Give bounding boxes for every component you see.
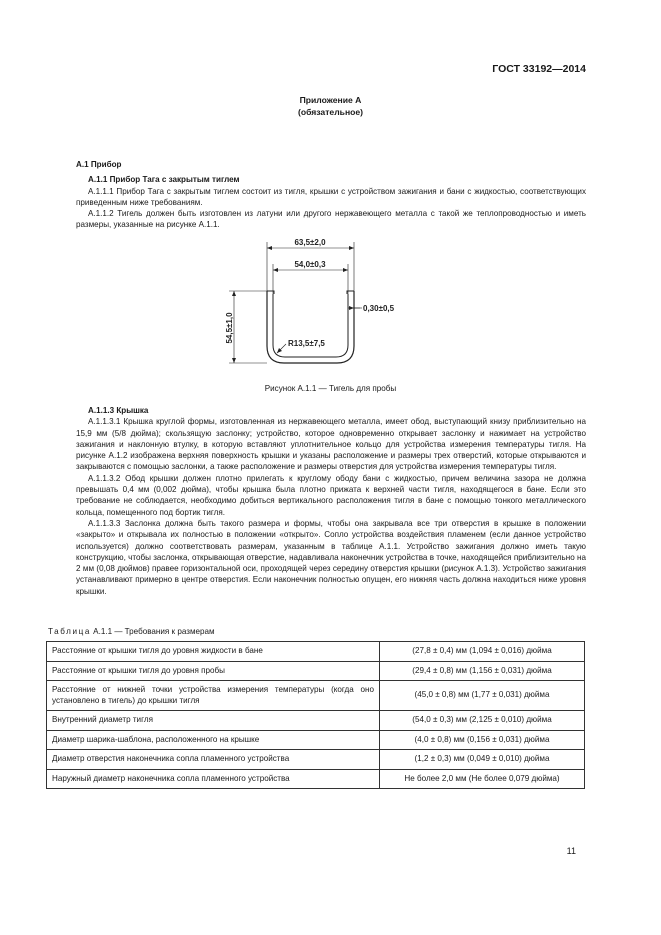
table-row — [47, 711, 585, 731]
paragraph: А.1.1.1 Прибор Тага с закрытым тиглем состоит из тигля, крышки с устройством зажигания и бани с жидкостью, соответствующих приведенным ниже требованиям. — [76, 186, 586, 207]
appendix-heading — [0, 94, 661, 118]
table-row — [47, 730, 585, 750]
figure-caption: Рисунок А.1.1 — Тигель для пробы — [264, 384, 397, 393]
appendix-title: Приложение А — [299, 95, 362, 105]
appendix-subtitle: (обязательное) — [297, 107, 364, 117]
crucible-outline — [267, 291, 354, 363]
param-cell: Расстояние от крышки тигля до уровня жидкости в бане — [47, 642, 380, 662]
value-cell: Не более 2,0 мм (Не более 0,079 дюйма) — [380, 769, 585, 789]
value-cell: (1,2 ± 0,3) мм (0,049 ± 0,010) дюйма — [380, 750, 585, 770]
table-caption-title: А.1.1 — Требования к размерам — [90, 627, 215, 636]
table-row — [47, 750, 585, 770]
table-caption-label: Таблица — [48, 627, 91, 636]
table-row — [47, 642, 585, 662]
param-cell: Расстояние от крышки тигля до уровня пробы — [47, 661, 380, 681]
table-row — [47, 769, 585, 789]
dim-radius: R13,5±7,5 — [288, 339, 325, 348]
table-row — [47, 681, 585, 711]
section-a1-1-3 — [76, 405, 586, 597]
value-cell: (4,0 ± 0,8) мм (0,156 ± 0,031) дюйма — [380, 730, 585, 750]
table-row — [47, 661, 585, 681]
page-number: 11 — [566, 846, 576, 856]
value-cell: (45,0 ± 0,8) мм (1,77 ± 0,031) дюйма — [380, 681, 585, 711]
section-a1 — [76, 159, 586, 231]
param-cell: Диаметр отверстия наконечника сопла пламенного устройства — [47, 750, 380, 770]
subsection-heading: А.1.1.3 Крышка — [88, 406, 149, 415]
paragraph: А.1.1.2 Тигель должен быть изготовлен из латуни или другого нержавеющего металла с такой же теплопроводностью и иметь размеры, указанные на рисунке А.1.1. — [76, 209, 586, 230]
paragraph: А.1.1.3.2 Обод крышки должен плотно прилегать к круглому ободу бани с жидкостью, причем величина зазора не должна превышать 0,4 мм (0,002 дюйма), чтобы крышка была плотно прижата к верхней части тигля, находящегося в бане. Если это требование не соблюдается, необходимо добиться вертикального расположения тигля в бане с помощью тонкого металлического кольца, помещенного под бортик тигля. — [76, 473, 586, 517]
value-cell: (27,8 ± 0,4) мм (1,094 ± 0,016) дюйма — [380, 642, 585, 662]
value-cell: (54,0 ± 0,3) мм (2,125 ± 0,010) дюйма — [380, 711, 585, 731]
subsection-heading: А.1.1 Прибор Тага с закрытым тиглем — [88, 175, 240, 185]
dim-wall-thickness: 0,30±0,5 — [363, 304, 395, 313]
dim-height: 54,5±1,0 — [225, 312, 234, 344]
crucible-drawing — [225, 236, 425, 376]
table-caption — [48, 627, 215, 636]
dim-inner-width: 54,0±0,3 — [294, 260, 326, 269]
section-heading: А.1 Прибор — [76, 160, 122, 169]
param-cell: Расстояние от нижней точки устройства измерения температуры (когда оно установлено в тигель) до крышки тигля — [47, 681, 380, 711]
param-cell: Диаметр шарика-шаблона, расположенного на крышке — [47, 730, 380, 750]
dim-outer-width: 63,5±2,0 — [294, 238, 326, 247]
value-cell: (29,4 ± 0,8) мм (1,156 ± 0,031) дюйма — [380, 661, 585, 681]
requirements-table — [46, 641, 585, 789]
param-cell: Наружный диаметр наконечника сопла пламенного устройства — [47, 769, 380, 789]
paragraph: А.1.1.3.1 Крышка круглой формы, изготовленная из нержавеющего металла, имеет обод, выступающий книзу приблизительно на 15,9 мм (5/8 дюйма); скользящую заслонку; устройство, которое одновременно открывает заслонку и нажимает на устройство зажигания и наклонную втулку, в которую вставляют уплотнительное кольцо для устройства измерения температуры тигля. На рисунке А.1.2 изображена верхняя поверхность крышки и указаны расположение и размеры трех отверстий, которые открываются и закрываются с помощью заслонки, а также расположение и размеры отверстия для устройства измерения температуры тигля. — [76, 417, 586, 472]
param-cell: Внутренний диаметр тигля — [47, 711, 380, 731]
document-code: ГОСТ 33192—2014 — [492, 63, 586, 75]
paragraph: А.1.1.3.3 Заслонка должна быть такого размера и формы, чтобы она закрывала все три отверстия в крышке в положении «закрыто» и открывала их полностью в положении «открыто». Сопло устройства воздействия пламенем (если данное устройство используется) должно соответствовать размерам, указанным в таблице А.1.1. Устройство зажигания должно иметь такую конструкцию, чтобы заслонка, открывающая отверстие, надавливала наконечник устройства в точке, находящейся приблизительно на 2 мм (0,08 дюймов) правее горизонтальной оси, проходящей через середину отверстия крышки (рисунок А.1.3). Устройство зажигания устанавливают примерно в центре отверстия. Если наконечник полностью опущен, его нижняя часть должна находиться ниже уровня крышки. — [76, 518, 586, 596]
